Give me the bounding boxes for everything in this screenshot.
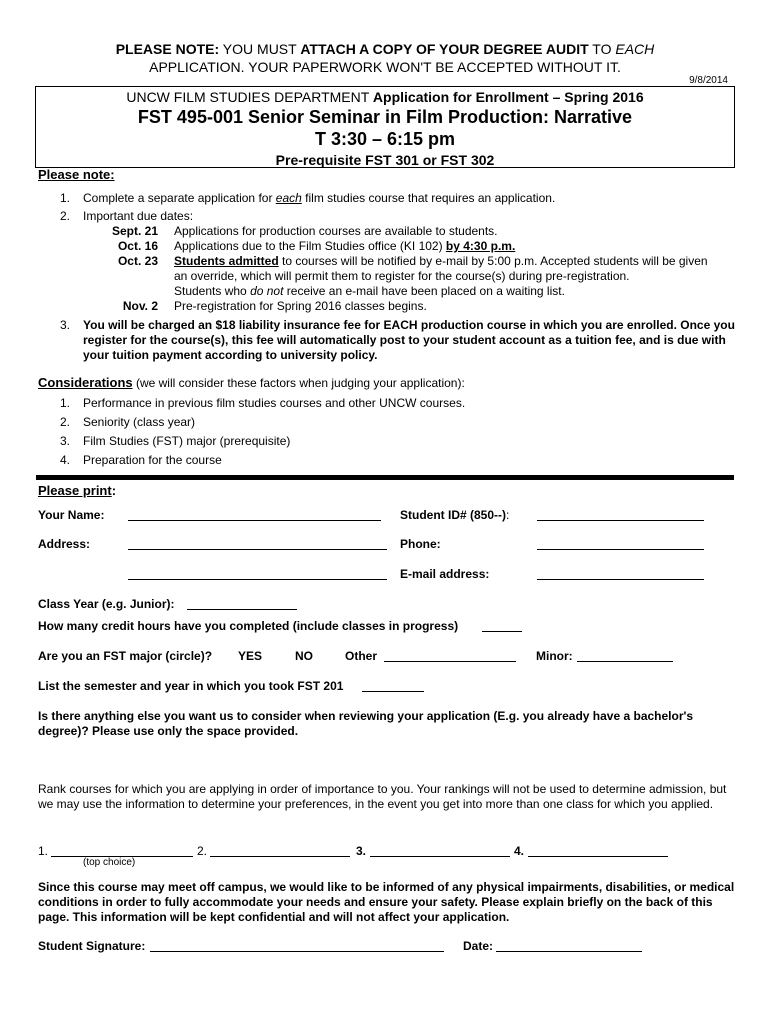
- anything-else-answer-area[interactable]: [38, 742, 738, 778]
- notice-line2: APPLICATION. YOUR PAPERWORK WON'T BE ACCEPTED WITHOUT IT.: [149, 59, 621, 75]
- list-item: [60, 415, 465, 434]
- notice-prefix: PLEASE NOTE:: [115, 41, 220, 57]
- note-item-2-num: 2.: [60, 209, 71, 223]
- email-label: E-mail address:: [400, 567, 490, 581]
- due-date-row: [100, 254, 715, 299]
- due-date: Sept. 21: [111, 224, 158, 238]
- credit-hours-label: How many credit hours have you completed (include classes in progress): [38, 619, 459, 633]
- anything-else-question: Is there anything else you want us to consider when reviewing your application (E.g. you already have a bachelor's degree)? Please use only the space provided.: [38, 709, 694, 738]
- prereq: Pre-requisite FST 301 or FST 302: [275, 152, 495, 168]
- considerations-heading: [38, 375, 465, 391]
- list-item: [60, 396, 465, 415]
- students-admitted: Students admitted: [174, 254, 279, 268]
- doc-date: 9/8/2014: [689, 75, 728, 86]
- class-year-label: Class Year (e.g. Junior):: [38, 597, 175, 611]
- notice-part4: EACH: [615, 41, 655, 57]
- fst201-field[interactable]: [362, 691, 424, 692]
- off-campus-notice: Since this course may meet off campus, we would like to be informed of any physical impairments, disabilities, or medical conditions in order to fully accommodate your needs and ensure your safety. Please explain briefly on the back of this page. This information will be kept confidential and will not affect your application.: [38, 880, 735, 924]
- note-item-1-a: Complete a separate application for: [83, 191, 276, 205]
- rank-4-field[interactable]: [528, 856, 668, 857]
- list-item-text: Preparation for the course: [83, 453, 222, 467]
- rank-3-label: 3.: [356, 844, 367, 858]
- rank-2-label: 2.: [197, 844, 208, 858]
- due-dates-table: [100, 224, 715, 314]
- student-id-field[interactable]: [537, 520, 704, 521]
- address-field-2[interactable]: [128, 579, 387, 580]
- due-date: Oct. 16: [117, 239, 158, 253]
- list-item-num: 1.: [60, 396, 71, 410]
- due-date-row: [100, 239, 715, 254]
- notice-line1: [0, 40, 770, 58]
- considerations-title: Considerations: [38, 375, 133, 390]
- due-date-text: [174, 254, 715, 299]
- course-title: FST 495-001 Senior Seminar in Film Production: Narrative: [137, 107, 633, 127]
- list-item: [60, 453, 465, 472]
- notice: [0, 40, 770, 76]
- rank-2-field[interactable]: [210, 856, 350, 857]
- phone-label: Phone:: [400, 537, 441, 551]
- list-item-text: Seniority (class year): [83, 415, 196, 429]
- other-label: Other: [345, 649, 378, 663]
- phone-field[interactable]: [537, 549, 704, 550]
- name-label: Your Name:: [38, 508, 105, 522]
- address-label: Address:: [38, 537, 91, 551]
- course-time: T 3:30 – 6:15 pm: [314, 129, 456, 149]
- rank-3-field[interactable]: [370, 856, 510, 857]
- please-print-heading: [38, 483, 116, 499]
- top-choice-note: (top choice): [83, 857, 136, 868]
- due-date-text-main: to courses will be notified by e-mail by 5:00 p.m. Accepted students will be given an override, which will permit them to register for the course(s) during pre-registration.: [174, 254, 708, 283]
- signature-field[interactable]: [150, 951, 444, 952]
- please-print-title: Please print: [38, 483, 112, 498]
- considerations-list: [60, 396, 465, 472]
- note-item-3: [60, 318, 740, 363]
- notice-part1: YOU MUST: [219, 41, 301, 57]
- due-date: Oct. 23: [117, 254, 158, 268]
- note-item-2: [60, 209, 193, 224]
- considerations-note: (we will consider these factors when judging your application):: [132, 376, 465, 390]
- minor-field[interactable]: [577, 661, 673, 662]
- fst-major-label: Are you an FST major (circle)?: [38, 649, 213, 663]
- please-note-heading: Please note:: [38, 167, 115, 182]
- note-item-2-text: Important due dates:: [83, 209, 194, 223]
- waitlist-b: do not: [250, 284, 284, 298]
- list-item-num: 3.: [60, 434, 71, 448]
- section-divider: [36, 475, 734, 480]
- waitlist-a: Students who: [174, 284, 251, 298]
- fst201-label: List the semester and year in which you took FST 201: [38, 679, 344, 693]
- name-field[interactable]: [128, 520, 381, 521]
- student-id-colon: :: [506, 508, 510, 522]
- other-field[interactable]: [384, 661, 516, 662]
- due-date-text: [174, 239, 715, 254]
- due-date: Nov. 2: [122, 299, 158, 313]
- rank-instructions: Rank courses for which you are applying in order of importance to you. Your rankings will not be used to determine admission, but we may use the information to determine your preferences, in the event you get into more than one class for which you applied.: [38, 782, 727, 811]
- rank-1-label: 1.: [38, 844, 49, 858]
- due-date-text: Applications for production courses are available to students.: [174, 224, 498, 238]
- due-date-row: [100, 224, 715, 239]
- fst-major-no[interactable]: NO: [295, 649, 313, 663]
- header-dept-line: [35, 89, 735, 106]
- due-date-row: [100, 299, 715, 314]
- signature-label: Student Signature:: [38, 939, 146, 953]
- rank-4-label: 4.: [514, 844, 525, 858]
- note-item-3-num: 3.: [60, 318, 71, 332]
- due-date-deadline: by 4:30 p.m.: [445, 239, 516, 253]
- list-item: [60, 434, 465, 453]
- list-item-text: Film Studies (FST) major (prerequisite): [83, 434, 291, 448]
- note-item-1: [60, 191, 740, 206]
- email-field[interactable]: [537, 579, 704, 580]
- header: [35, 89, 735, 169]
- due-date-text-main: Applications due to the Film Studies office (KI 102): [174, 239, 446, 253]
- student-id-text: Student ID# (850--): [400, 508, 507, 522]
- note-item-1-num: 1.: [60, 191, 71, 205]
- credit-hours-field[interactable]: [482, 631, 522, 632]
- student-id-label: [400, 508, 509, 523]
- date-field[interactable]: [496, 951, 642, 952]
- note-item-1-b: each: [275, 191, 302, 205]
- list-item-num: 2.: [60, 415, 71, 429]
- please-print-colon: :: [111, 483, 117, 498]
- waitlist-c: receive an e-mail have been placed on a waiting list.: [283, 284, 565, 298]
- header-dept: UNCW FILM STUDIES DEPARTMENT: [126, 89, 373, 105]
- notice-part3: TO: [588, 41, 616, 57]
- class-year-field[interactable]: [187, 609, 297, 610]
- minor-label: Minor:: [536, 649, 573, 663]
- list-item-num: 4.: [60, 453, 71, 467]
- list-item-text: Performance in previous film studies courses and other UNCW courses.: [83, 396, 466, 410]
- due-date-text: Pre-registration for Spring 2016 classes begins.: [174, 299, 427, 313]
- address-field[interactable]: [128, 549, 387, 550]
- note-item-3-text: You will be charged an $18 liability insurance fee for EACH production course in which you are enrolled. Once you register for the course(s), this fee will automatically post to your student account as a tuition fee, and is due with your tuition payment according to university policy.: [83, 318, 735, 362]
- fst-major-yes[interactable]: YES: [238, 649, 263, 663]
- header-app: Application for Enrollment – Spring 2016: [372, 89, 644, 105]
- date-label: Date:: [463, 939, 494, 953]
- note-item-1-c: film studies course that requires an application.: [301, 191, 556, 205]
- notice-part2: ATTACH A COPY OF YOUR DEGREE AUDIT: [300, 41, 589, 57]
